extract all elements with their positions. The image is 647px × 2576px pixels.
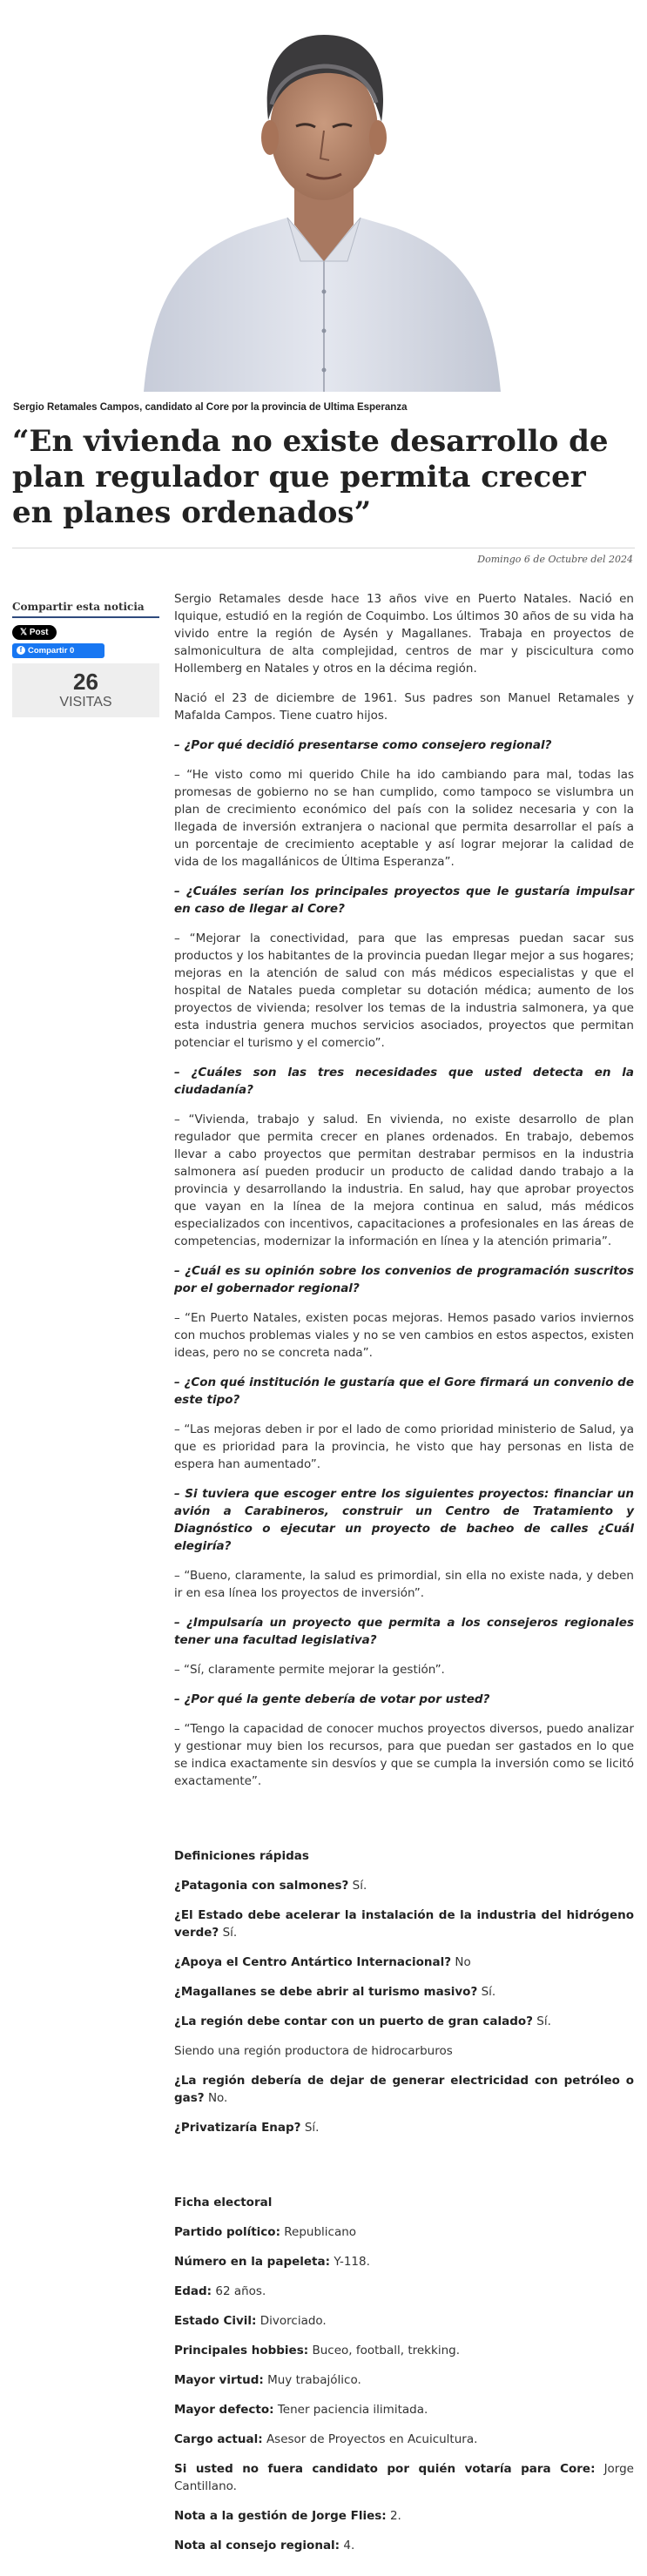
ficha-item-value: 2. — [389, 2509, 401, 2523]
ficha-item-key: Estado Civil: — [174, 2314, 257, 2328]
share-title: Compartir esta noticia — [12, 601, 159, 618]
article-body — [174, 590, 634, 2566]
ficha-item — [174, 2342, 634, 2359]
definicion-item-key: ¿La región debería de dejar de generar electricidad con petróleo o gas? — [174, 2074, 634, 2105]
article-paragraph: – “Vivienda, trabajo y salud. En vivienda, no existe desarrollo de plan regulador que permita crecer en planes ordenados. En trabajo, debemos llevar a cabo proyectos que permitan destrabar permisos en la industria salmonera así pueden producir un producto de calidad dando trabajo a la provincia y desarrollando la industria. En salud, hay que aprobar proyectos que vayan en la línea de la mejora continua en salud, más médicos especializados con incentivos, capacitaciones a profesionales en las áreas de competencias, modernizar la información en línea y la atención primaria”. — [174, 1113, 634, 1248]
ficha-item — [174, 2371, 634, 2389]
ficha-item-key: Mayor virtud: — [174, 2373, 264, 2387]
ficha-item-value: Asesor de Proyectos en Acuicultura. — [266, 2432, 478, 2446]
visits-counter — [12, 663, 159, 717]
ficha-item-value: Y-118. — [334, 2255, 370, 2269]
interview-question: – ¿Impulsaría un proyecto que permita a los consejeros regionales tener una facultad legislativa? — [174, 1616, 634, 1647]
ficha-item-key: Nota a la gestión de Jorge Flies: — [174, 2509, 387, 2523]
ficha-item-value: Muy trabajólico. — [267, 2373, 361, 2387]
definicion-item-value: Sí. — [481, 1985, 496, 1999]
article-paragraph: – “Sí, claramente permite mejorar la gestión”. — [174, 1663, 445, 1677]
definicion-item — [174, 1877, 634, 1894]
definiciones-title: Definiciones rápidas — [174, 1849, 309, 1863]
definiciones-list — [174, 1877, 634, 2136]
visits-count: 26 — [73, 669, 98, 695]
ficha-item-key: Edad: — [174, 2284, 212, 2298]
interview-question: – ¿Cuáles serían los principales proyectos que le gustaría impulsar en caso de llegar al Core? — [174, 884, 634, 916]
visits-label: VISITAS — [59, 695, 112, 710]
ficha-item-value: Republicano — [284, 2225, 357, 2239]
definicion-item — [174, 1954, 634, 1971]
ficha-item — [174, 2312, 634, 2330]
facebook-share-label: Compartir 0 — [28, 646, 75, 656]
ficha-item — [174, 2283, 634, 2300]
definicion-item-key: ¿El Estado debe acelerar la instalación de la industria del hidrógeno verde? — [174, 1908, 634, 1940]
ficha-item-key: Mayor defecto: — [174, 2403, 274, 2417]
ficha-item-value: Divorciado. — [259, 2314, 327, 2328]
candidate-portrait — [0, 0, 647, 392]
share-panel — [12, 601, 159, 717]
definicion-item-key: ¿Privatizaría Enap? — [174, 2121, 301, 2135]
definicion-item-value: No. — [207, 2091, 228, 2105]
ficha-item — [174, 2431, 634, 2448]
photo-caption: Sergio Retamales Campos, candidato al Core por la provincia de Ultima Esperanza — [13, 402, 408, 413]
ficha-item — [174, 2401, 634, 2418]
definicion-item — [174, 1983, 634, 2001]
article-paragraph: – “Bueno, claramente, la salud es primordial, sin ella no existe nada, y deben ir en esa línea los proyectos de inversión”. — [174, 1569, 634, 1600]
article-paragraph: – “He visto como mi querido Chile ha ido cambiando para mal, todas las promesas de gobierno no se han cumplido, como tampoco se vislumbra un plan de crecimiento económico del país con la solidez necesaria y con la llegada de inversión extranjera o nacional que permita desarrollar el país a un porcentaje de crecimiento aceptable y así lograr mejorar la calidad de vida de los magallánicos de Última Esperanza”. — [174, 768, 634, 869]
x-post-label: Post — [29, 628, 49, 637]
definicion-item — [174, 2072, 634, 2107]
ficha-item — [174, 2507, 634, 2525]
definicion-item — [174, 1907, 634, 1941]
article-photo — [0, 0, 647, 392]
ficha-item — [174, 2223, 634, 2241]
ficha-item-value: 4. — [343, 2539, 355, 2552]
definicion-item — [174, 2013, 634, 2030]
interview-question: – ¿Por qué la gente debería de votar por usted? — [174, 1692, 490, 1706]
definicion-item-value: Sí. — [536, 2014, 551, 2028]
ficha-item-value: 62 años. — [215, 2284, 266, 2298]
definicion-item-key: ¿Magallanes se debe abrir al turismo masivo? — [174, 1985, 478, 1999]
ficha-item — [174, 2537, 634, 2554]
definicion-item-value: Siendo una región productora de hidrocarburos — [174, 2044, 453, 2058]
article-paragraph: – “Tengo la capacidad de conocer muchos proyectos diversos, puedo analizar y gestionar muy bien los recursos, para que puedan ser gastados en lo que se indica exactamente sin desvíos y que se cumpla la inversión como se licitó exactamente”. — [174, 1722, 634, 1788]
facebook-share-button[interactable] — [12, 643, 104, 658]
ficha-item — [174, 2460, 634, 2495]
definicion-item-value: Sí. — [222, 1926, 238, 1940]
article-paragraph: Nació el 23 de diciembre de 1961. Sus padres son Manuel Retamales y Mafalda Campos. Tiene cuatro hijos. — [174, 691, 634, 723]
ficha-item-value: Buceo, football, trekking. — [312, 2344, 460, 2357]
definicion-item — [174, 2042, 634, 2060]
facebook-icon: f — [17, 646, 25, 655]
interview-question: – ¿Con qué institución le gustaría que el Gore firmará un convenio de este tipo? — [174, 1375, 634, 1407]
ficha-title: Ficha electoral — [174, 2196, 273, 2209]
ficha-item-key: Si usted no fuera candidato por quién votaría para Core: — [174, 2462, 596, 2476]
ficha-item-key: Partido político: — [174, 2225, 280, 2239]
interview-paragraphs — [174, 590, 634, 1790]
definicion-item-key: ¿La región debe contar con un puerto de gran calado? — [174, 2014, 533, 2028]
definicion-item-key: ¿Patagonia con salmones? — [174, 1879, 349, 1893]
ficha-item-value: Jorge Cantillano. — [174, 2462, 634, 2493]
article-paragraph: – “Mejorar la conectividad, para que las empresas puedan sacar sus productos y los habitantes de la provincia puedan llegar mejor a sus hogares; mejoras en la atención de salud con más médicos especialistas y que el hospital de Natales pueda completar su dotación médica; aumento de los proyectos de vivienda; resolver los temas de la industria salmonera, ya que esta industria genera muchos servicios asociados, proyectos que permitan potenciar el turismo y el comercio”. — [174, 932, 634, 1050]
x-post-button[interactable] — [12, 625, 57, 640]
publish-date: Domingo 6 de Octubre del 2024 — [477, 554, 633, 565]
ficha-item-key: Principales hobbies: — [174, 2344, 309, 2357]
interview-question: – ¿Por qué decidió presentarse como consejero regional? — [174, 738, 552, 752]
definicion-item-value: Sí. — [304, 2121, 320, 2135]
ficha-list — [174, 2223, 634, 2554]
definicion-item-key: ¿Apoya el Centro Antártico Internacional? — [174, 1955, 452, 1969]
interview-question: – ¿Cuáles son las tres necesidades que usted detecta en la ciudadanía? — [174, 1066, 634, 1097]
ficha-item-value: Tener paciencia ilimitada. — [277, 2403, 428, 2417]
headline: “En vivienda no existe desarrollo de plan regulador que permita crecer en planes ordenados” — [12, 424, 609, 530]
ficha-item-key: Cargo actual: — [174, 2432, 263, 2446]
interview-question: – ¿Cuál es su opinión sobre los convenios de programación suscritos por el gobernador regional? — [174, 1264, 634, 1295]
x-icon: 𝕏 — [20, 628, 30, 637]
ficha-item-key: Nota al consejo regional: — [174, 2539, 340, 2552]
article-paragraph: – “Las mejoras deben ir por el lado de como prioridad ministerio de Salud, ya que es prioridad para la provincia, he visto que hay personas en lista de espera han aumentado”. — [174, 1423, 634, 1471]
ficha-item — [174, 2253, 634, 2270]
interview-question: – Si tuviera que escoger entre los siguientes proyectos: financiar un avión a Carabineros, construir un Centro de Tratamiento y Diagnóstico o ejecutar un proyecto de bacheo de calles ¿Cuál elegiría? — [174, 1487, 634, 1553]
definicion-item — [174, 2119, 634, 2136]
article-paragraph: – “En Puerto Natales, existen pocas mejoras. Hemos pasado varios inviernos con muchos problemas viales y no se ven cambios en estos aspectos, existen ideas, pero no se concreta nada”. — [174, 1311, 634, 1360]
definicion-item-value: No — [455, 1955, 471, 1969]
ficha-item-key: Número en la papeleta: — [174, 2255, 331, 2269]
definicion-item-value: Sí. — [352, 1879, 367, 1893]
article-paragraph: Sergio Retamales desde hace 13 años vive en Puerto Natales. Nació en Iquique, estudió en la región de Coquimbo. Los últimos 30 años de su vida ha vivido entre la región de Aysén y Magallanes. Trabaja en proyectos de salmonicultura de alta complejidad, centros de mar y piscicultura como Hollemberg en Natales y otros en la décima región. — [174, 592, 634, 676]
